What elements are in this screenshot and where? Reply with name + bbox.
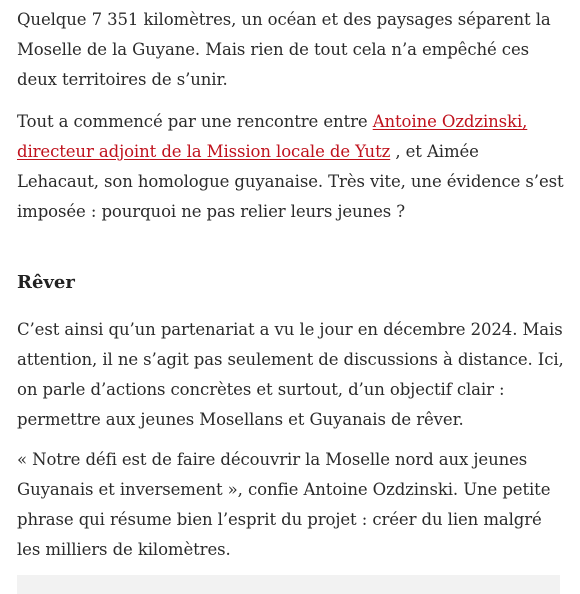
paragraph-intro: Quelque 7 351 kilomètres, un océan et des paysages séparent la Moselle de la Guyane. Mais rien de tout cela n’a empêché ces deux territoires de s’unir. <box>17 10 551 89</box>
paragraph-meeting <box>17 107 565 227</box>
link-antoine-ozdzinski[interactable]: Antoine Ozdzinski, directeur adjoint de la Mission locale de Yutz <box>17 112 528 161</box>
section-heading-rever: Rêver <box>17 272 75 293</box>
paragraph-meeting-start: Tout a commencé par une rencontre entre <box>17 112 373 131</box>
paragraph-quote: « Notre défi est de faire découvrir la Moselle nord aux jeunes Guyanais et inversement », confie Antoine Ozdzinski. Une petite phrase qui résume bien l’esprit du projet : créer du lien malgré les milliers de kilomètres. <box>17 450 551 559</box>
paragraph-partnership: C’est ainsi qu’un partenariat a vu le jour en décembre 2024. Mais attention, il ne s’agit pas seulement de discussions à distance. Ici, on parle d’actions concrètes et surtout, d’un objectif clair : permettre aux jeunes Mosellans et Guyanais de rêver. <box>17 320 564 429</box>
embedded-content-box <box>17 575 560 594</box>
paragraph-meeting-end: , et Aimée Lehacaut, son homologue guyanaise. Très vite, une évidence s’est imposée : pourquoi ne pas relier leurs jeunes ? <box>17 142 564 221</box>
